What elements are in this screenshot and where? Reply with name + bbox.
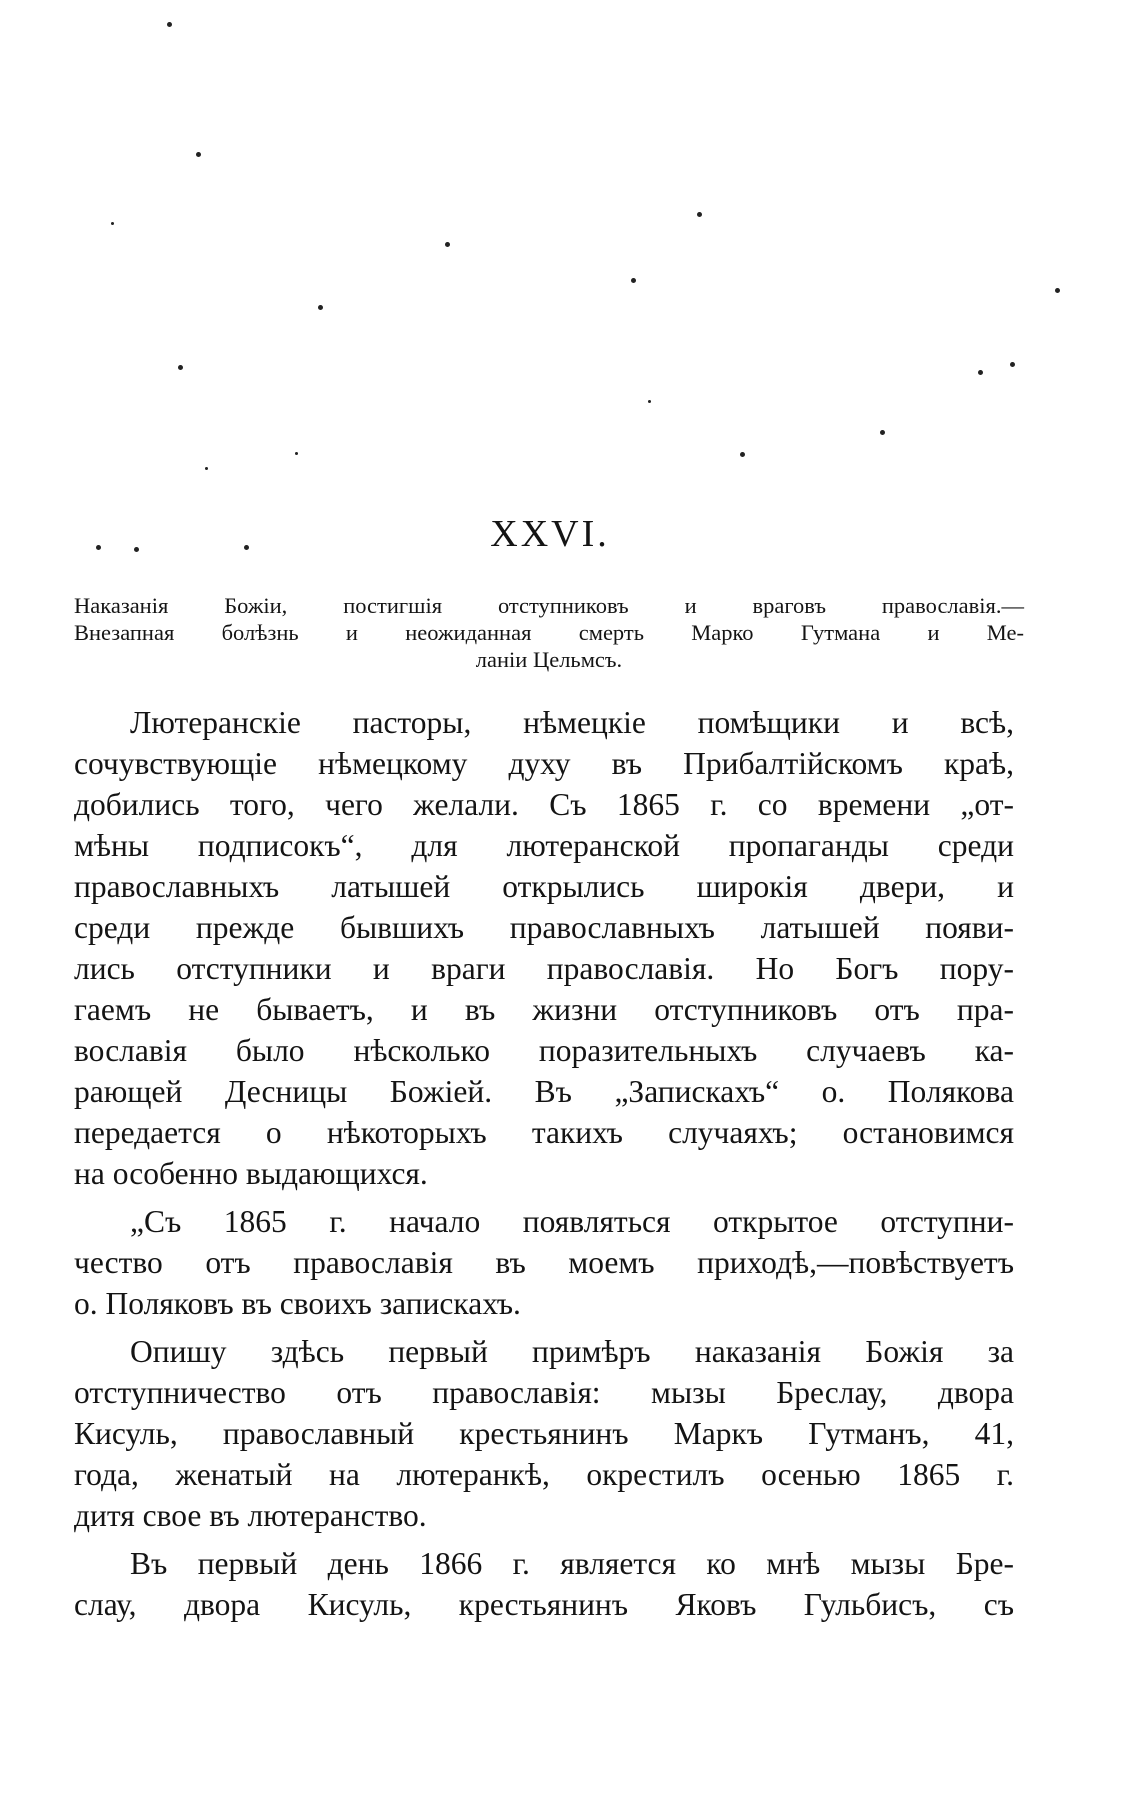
paragraph (74, 702, 1014, 1194)
text-line: добились того, чего желали. Съ 1865 г. со времени „от- (74, 787, 1014, 822)
paragraph (74, 1543, 1014, 1625)
body-text (74, 702, 1014, 1632)
paragraph (74, 1201, 1014, 1324)
text-line: Опишу здѣсь первый примѣръ наказанія Божія за (130, 1334, 1014, 1369)
scan-speck (697, 212, 702, 217)
text-line: на особенно выдающихся. (74, 1156, 428, 1191)
text-line: чество отъ православія въ моемъ приходѣ,—повѣствуетъ (74, 1245, 1014, 1280)
scan-speck (631, 278, 636, 283)
text-line: среди прежде бывшихъ православныхъ латышей появи- (74, 910, 1014, 945)
text-line: о. Поляковъ въ своихъ запискахъ. (74, 1286, 521, 1321)
scan-speck (205, 467, 208, 470)
text-line: лись отступники и враги православія. Но Богъ пору- (74, 951, 1014, 986)
scan-speck (111, 222, 114, 225)
text-line: отступничество отъ православія: мызы Бреслау, двора (74, 1375, 1014, 1410)
summary-line: Наказанія Божіи, постигшія отступниковъ и враговъ православія.— (74, 593, 1024, 618)
text-line: мѣны подписокъ“, для лютеранской пропаганды среди (74, 828, 1014, 863)
summary-line: Внезапная болѣзнь и неожиданная смерть Марко Гутмана и Ме- (74, 620, 1024, 645)
scan-speck (1010, 362, 1015, 367)
text-line: „Съ 1865 г. начало появляться открытое отступни- (130, 1204, 1014, 1239)
scan-speck (318, 305, 323, 310)
text-line: православныхъ латышей открылись широкія двери, и (74, 869, 1014, 904)
text-line: слау, двора Кисуль, крестьянинъ Яковъ Гульбисъ, съ (74, 1587, 1014, 1622)
text-line: дитя свое въ лютеранство. (74, 1498, 427, 1533)
text-line: сочувствующіе нѣмецкому духу въ Прибалтійскомъ краѣ, (74, 746, 1014, 781)
scan-speck (445, 242, 450, 247)
scan-speck (295, 452, 298, 455)
scan-speck (196, 152, 201, 157)
paragraph (74, 1331, 1014, 1536)
scan-speck (648, 400, 651, 403)
scan-speck (978, 370, 983, 375)
scan-speck (178, 365, 183, 370)
scan-speck (880, 430, 885, 435)
text-line: Лютеранскіе пасторы, нѣмецкіе помѣщики и всѣ, (130, 705, 1014, 740)
text-line: передается о нѣкоторыхъ такихъ случаяхъ; остановимся (74, 1115, 1014, 1150)
scan-speck (167, 22, 172, 27)
summary-line: ланіи Цельмсъ. (475, 647, 623, 672)
text-line: года, женатый на лютеранкѣ, окрестилъ осенью 1865 г. (74, 1457, 1014, 1492)
text-line: Въ первый день 1866 г. является ко мнѣ мызы Бре- (130, 1546, 1014, 1581)
chapter-summary (74, 592, 1024, 673)
text-line: рающей Десницы Божіей. Въ „Запискахъ“ о. Полякова (74, 1074, 1014, 1109)
text-line: гаемъ не бываетъ, и въ жизни отступниковъ отъ пра- (74, 992, 1014, 1027)
scan-speck (740, 452, 745, 457)
text-line: Кисуль, православный крестьянинъ Маркъ Гутманъ, 41, (74, 1416, 1014, 1451)
text-line: вославія было нѣсколько поразительныхъ случаевъ ка- (74, 1033, 1014, 1068)
scan-speck (1055, 288, 1060, 293)
chapter-number: XXVI. (490, 513, 610, 555)
